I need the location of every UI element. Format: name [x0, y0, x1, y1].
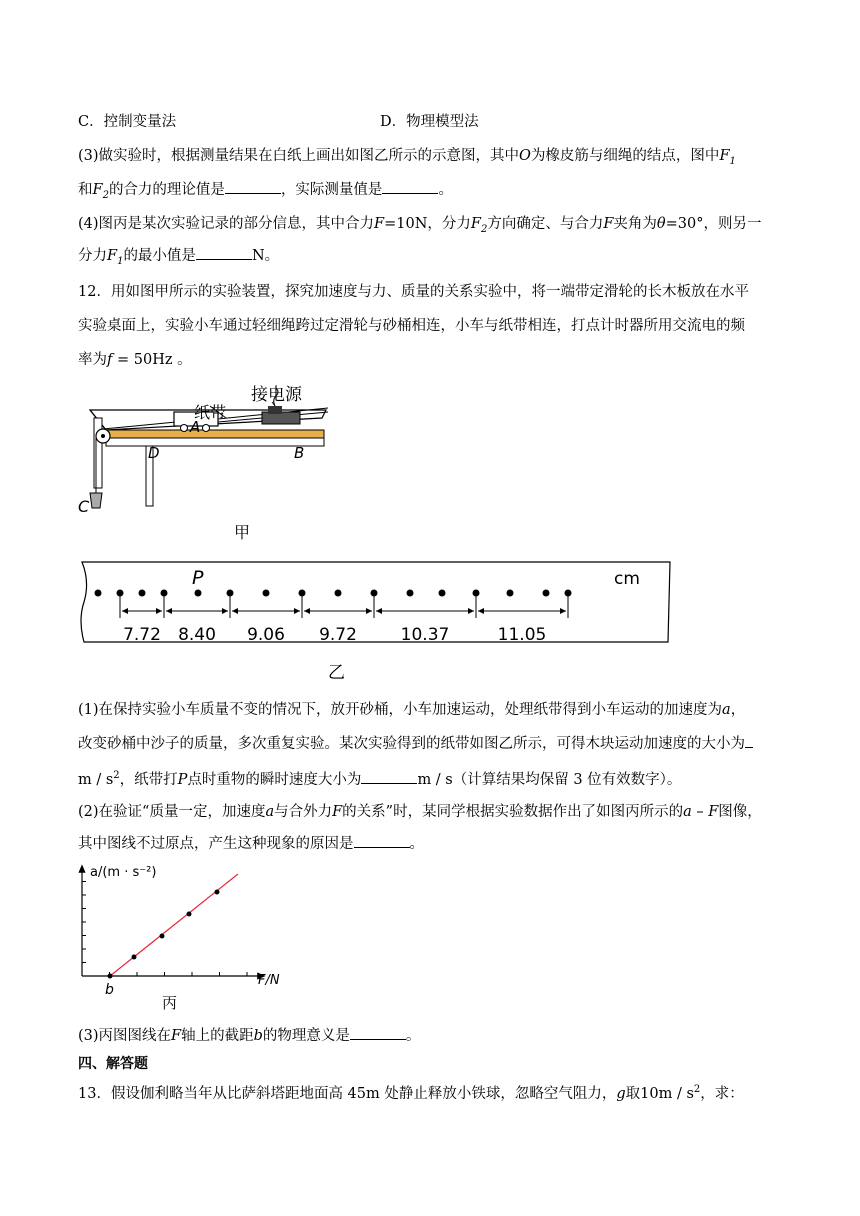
- text: 。: [438, 182, 453, 198]
- q12-part2-line2: [78, 834, 424, 854]
- tape-dot: [565, 590, 572, 597]
- q12-part2-line1: [78, 802, 762, 822]
- intercept-label: b: [105, 982, 114, 998]
- figure-yi-tape: [76, 556, 676, 686]
- var-f: f: [107, 352, 113, 368]
- unit-g: $10m / s^2$: [640, 1084, 701, 1102]
- text: = 50Hz 。: [112, 352, 192, 368]
- caption-jia: 甲: [234, 523, 251, 542]
- text: 。: [405, 1028, 421, 1044]
- unit-cm: cm: [614, 569, 640, 589]
- text: 轴上的截距: [181, 1028, 254, 1044]
- data-point: [215, 890, 220, 895]
- tape-dot: [407, 590, 414, 597]
- var-b: b: [253, 1028, 263, 1044]
- table-edge: [106, 438, 324, 446]
- segment-label: 7.72: [123, 625, 161, 645]
- tape-dot: [227, 590, 234, 597]
- text: 方向确定、与合力: [487, 216, 604, 232]
- var-F1: $F_1$: [107, 248, 124, 267]
- var-P: P: [177, 771, 188, 788]
- answer-blank[interactable]: [225, 193, 281, 194]
- text: ，求：: [700, 1085, 744, 1102]
- figure-bing-graph: [76, 858, 296, 1018]
- answer-blank[interactable]: [350, 1039, 406, 1040]
- data-point: [187, 912, 192, 917]
- tape-dot: [139, 590, 146, 597]
- tape-dot: [195, 590, 202, 597]
- text: ，实际测量值是: [280, 182, 383, 198]
- tape-dot: [263, 590, 270, 597]
- fit-line: [110, 874, 238, 976]
- var-F: F: [171, 1028, 182, 1044]
- tape-dot: [371, 590, 378, 597]
- q12-part1-line3: [78, 766, 681, 790]
- text: 夹角为: [613, 216, 657, 232]
- answer-blank[interactable]: [196, 259, 252, 260]
- text: 点时重物的瞬时速度大小为: [187, 771, 362, 788]
- tape-dot: [473, 590, 480, 597]
- text: 。: [409, 836, 424, 852]
- section-title: 四、解答题: [78, 1056, 148, 1072]
- tape-dot: [95, 590, 102, 597]
- label-tape: 纸带: [194, 403, 227, 422]
- data-point: [160, 934, 165, 939]
- q11-part4-line1: [78, 214, 762, 240]
- text: 率为: [78, 352, 107, 368]
- segment-label: 9.72: [319, 625, 357, 645]
- caption-bing: 丙: [162, 994, 178, 1012]
- option-d: D．物理模型法: [380, 114, 479, 130]
- q13-stem: [78, 1080, 744, 1104]
- tape-dot: [543, 590, 550, 597]
- q11-part4-line2: [78, 246, 279, 272]
- data-point: [132, 955, 137, 960]
- text: ，: [730, 702, 746, 718]
- tape-dot: [161, 590, 168, 597]
- q12-stem-line1: 12．用如图甲所示的实验装置，探究加速度与力、质量的关系实验中，将一端带定滑轮的长木板放在水平: [78, 284, 749, 300]
- unit-ms2: m / $s^2$: [78, 770, 120, 788]
- tape-dot: [299, 590, 306, 597]
- tape-outline: [81, 562, 670, 642]
- tape-dot: [507, 590, 514, 597]
- text: 的最小值是: [123, 248, 196, 264]
- option-c: C．控制变量法: [78, 114, 177, 130]
- text: m / s（计算结果均保留 3 位有效数字）。: [417, 771, 682, 788]
- var-theta: θ: [656, 216, 666, 232]
- tape-dot: [117, 590, 124, 597]
- text: ，纸带打: [119, 771, 178, 788]
- text: =30°，则另一: [665, 216, 762, 232]
- text: (2)在验证“质量一定，加速度: [78, 804, 266, 820]
- wooden-board: [106, 430, 324, 438]
- text: =10N，分力: [384, 216, 471, 232]
- text: (3)丙图图线在: [78, 1028, 172, 1044]
- text: 其中图线不过原点，产生这种现象的原因是: [78, 836, 354, 852]
- label-B: B: [294, 444, 305, 462]
- q12-stem-line3: [78, 350, 192, 370]
- text: 为橡皮筋与细绳的结点，图中: [530, 148, 720, 164]
- answer-blank[interactable]: [354, 847, 410, 848]
- table-leg: [94, 418, 102, 488]
- text: 的合力的理论值是: [108, 182, 225, 198]
- label-P: P: [192, 567, 204, 589]
- caption-yi: 乙: [328, 663, 345, 683]
- text: 13．假设伽利略当年从比萨斜塔距地面高 45m 处静止释放小铁球，忽略空气阻力，: [78, 1085, 617, 1102]
- var-F: F: [332, 804, 343, 820]
- intercept-point: [108, 974, 113, 979]
- label-A: A: [190, 418, 201, 436]
- text: (1)在保持实验小车质量不变的情况下，放开砂桶，小车加速运动，处理纸带得到小车运动的加速度为: [78, 702, 723, 718]
- q12-part1-line1: [78, 700, 745, 720]
- answer-blank[interactable]: [382, 193, 438, 194]
- var-F2: $F_2$: [470, 216, 488, 235]
- label-power: 接电源: [251, 385, 302, 405]
- text: 和: [78, 182, 93, 198]
- text: 的物理意义是: [262, 1028, 350, 1044]
- var-F: F: [374, 216, 385, 232]
- text: (3)做实验时，根据测量结果在白纸上画出如图乙所示的示意图，其中: [78, 148, 520, 164]
- q12-part1-line2: [78, 734, 753, 754]
- q11-part3-line2: [78, 180, 453, 206]
- x-axis-label: F/N: [258, 973, 280, 988]
- y-axis-label: a/(m · s⁻²): [90, 865, 157, 880]
- text: 的关系”时，某同学根据实验数据作出了如图丙所示的: [342, 804, 684, 820]
- text: 图像，: [718, 804, 762, 820]
- text: 取: [625, 1085, 641, 1102]
- var-g: g: [616, 1085, 626, 1102]
- text: (4)图丙是某次实验记录的部分信息，其中合力: [78, 216, 375, 232]
- tape-dot: [439, 590, 446, 597]
- q12-stem-line2: 实验桌面上，实验小车通过轻细绳跨过定滑轮与砂桶相连，小车与纸带相连，打点计时器所用交流电的频: [78, 318, 745, 334]
- var-O: O: [519, 148, 531, 164]
- answer-blank[interactable]: [745, 747, 753, 748]
- label-C: C: [78, 497, 90, 516]
- var-a: a: [265, 804, 275, 820]
- var-F: F: [603, 216, 614, 232]
- segment-label: 10.37: [400, 625, 450, 645]
- text: N。: [251, 248, 280, 264]
- var-F1: $F_1$: [719, 148, 736, 167]
- segment-label: 11.05: [497, 625, 547, 645]
- figure-jia-apparatus: [76, 378, 346, 548]
- tape-dot: [335, 590, 342, 597]
- segment-label: 8.40: [178, 625, 216, 645]
- text: 与合外力: [274, 804, 333, 820]
- segment-label: 9.06: [247, 625, 285, 645]
- var-F2: $F_2$: [92, 182, 109, 201]
- answer-blank[interactable]: [361, 783, 417, 784]
- text: 改变砂桶中沙子的质量，多次重复实验。某次实验得到的纸带如图乙所示，可得木块运动加速度的大小为: [78, 736, 745, 752]
- var-a: a: [722, 702, 731, 718]
- q11-part3-line1: [78, 146, 736, 172]
- text: 分力: [78, 248, 107, 264]
- q12-part3: [78, 1026, 420, 1046]
- sand-bucket-icon: [90, 493, 102, 508]
- var-a-F: a – F: [683, 804, 719, 820]
- label-D: D: [148, 444, 160, 462]
- axis-ticks: [82, 882, 247, 977]
